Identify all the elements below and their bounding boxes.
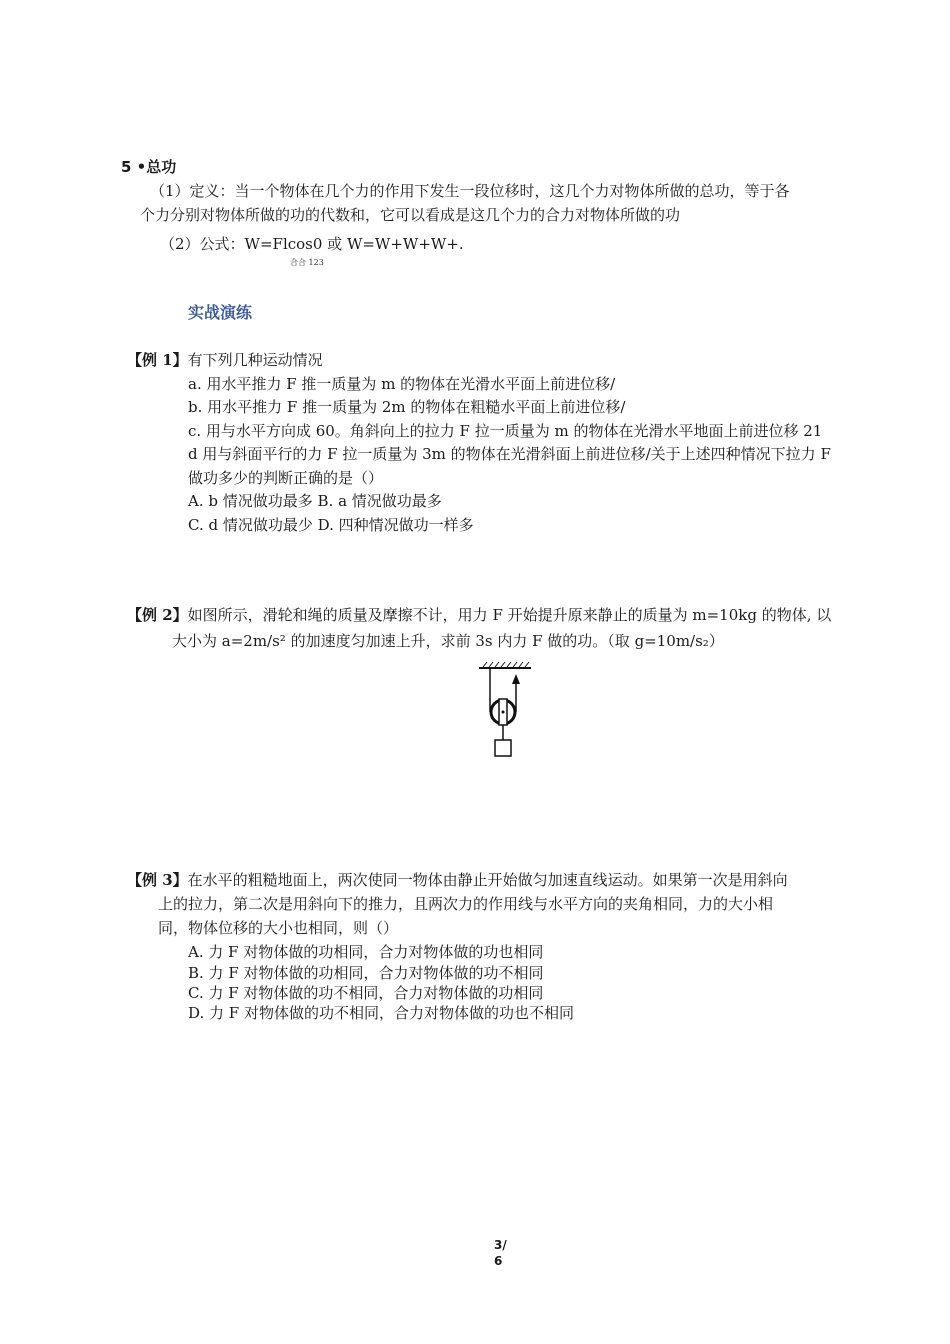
example-3-line-1 — [127, 870, 788, 890]
example-1-options-cd: C. d 情况做功最少 D. 四种情况做功一样多 — [188, 516, 474, 534]
page-number-bottom: 6 — [494, 1254, 503, 1268]
example-3-option-a: A. 力 F 对物体做的功相同，合力对物体做的功也相同 — [188, 943, 544, 961]
definition-line-2: 个力分别对物体所做的功的代数和，它可以看成是这几个力的合力对物体所做的功 — [140, 206, 681, 224]
example-1-options-ab: A. b 情况做功最多 B. a 情况做功最多 — [188, 492, 442, 510]
example-1-item-b: b. 用水平推力 F 推一质量为 2m 的物体在粗糙水平面上前进位移/ — [188, 398, 626, 416]
page-number-top: 3/ — [494, 1238, 507, 1252]
example-1-item-c: c. 用与水平方向成 60。角斜向上的拉力 F 拉一质量为 m 的物体在光滑水平地面上前进位移 21 — [188, 422, 823, 440]
example-1-item-a: a. 用水平推力 F 推一质量为 m 的物体在光滑水平面上前进位移/ — [188, 375, 616, 393]
example-3-option-c: C. 力 F 对物体做的功不相同，合力对物体做的功相同 — [188, 984, 544, 1002]
example-3-option-b: B. 力 F 对物体做的功相同，合力对物体做的功不相同 — [188, 964, 544, 982]
formula-subscripts: 合合 123 — [290, 258, 324, 267]
example-1-item-d: d 用与斜面平行的力 F 拉一质量为 3m 的物体在光滑斜面上前进位移/关于上述四种情况下拉力 F — [188, 445, 831, 463]
page-number — [494, 1237, 507, 1269]
definition-line-1: （1）定义：当一个物体在几个力的作用下发生一段位移时，这几个力对物体所做的总功，等于各 — [150, 182, 790, 200]
example-2-line-2: 大小为 a=2m/s² 的加速度匀加速上升，求前 3s 内力 F 做的功。（取 g=10m/s₂） — [172, 632, 724, 650]
example-2-line-1 — [127, 605, 831, 625]
pulley-diagram — [475, 660, 535, 760]
example-1-header — [127, 350, 323, 370]
example-2-text-1: 如图所示，滑轮和绳的质量及摩擦不计，用力 F 开始提升原来静止的质量为 m=10kg 的物体, 以 — [187, 606, 832, 624]
example-1-intro: 有下列几种运动情况 — [187, 351, 323, 369]
practice-heading: 实战演练 — [188, 303, 253, 322]
example-3-option-d: D. 力 F 对物体做的功不相同，合力对物体做的功也不相同 — [188, 1004, 574, 1022]
example-3-line-3: 同，物体位移的大小也相同，则（） — [158, 919, 399, 937]
section-heading-total-work: 5 •总功 — [121, 158, 177, 176]
example-2-label: 【例 2】 — [127, 606, 188, 624]
example-3-label: 【例 3】 — [127, 871, 188, 889]
example-3-line-2: 上的拉力，第二次是用斜向下的推力，且两次力的作用线与水平方向的夹角相同，力的大小相 — [158, 895, 774, 913]
example-1-question: 做功多少的判断正确的是（） — [188, 469, 384, 487]
formula-line: （2）公式：W=Flcos0 或 W=W+W+W+. — [160, 235, 464, 253]
example-3-text-1: 在水平的粗糙地面上，两次使同一物体由静止开始做匀加速直线运动。如果第一次是用斜向 — [187, 871, 788, 889]
example-1-label: 【例 1】 — [127, 351, 188, 369]
